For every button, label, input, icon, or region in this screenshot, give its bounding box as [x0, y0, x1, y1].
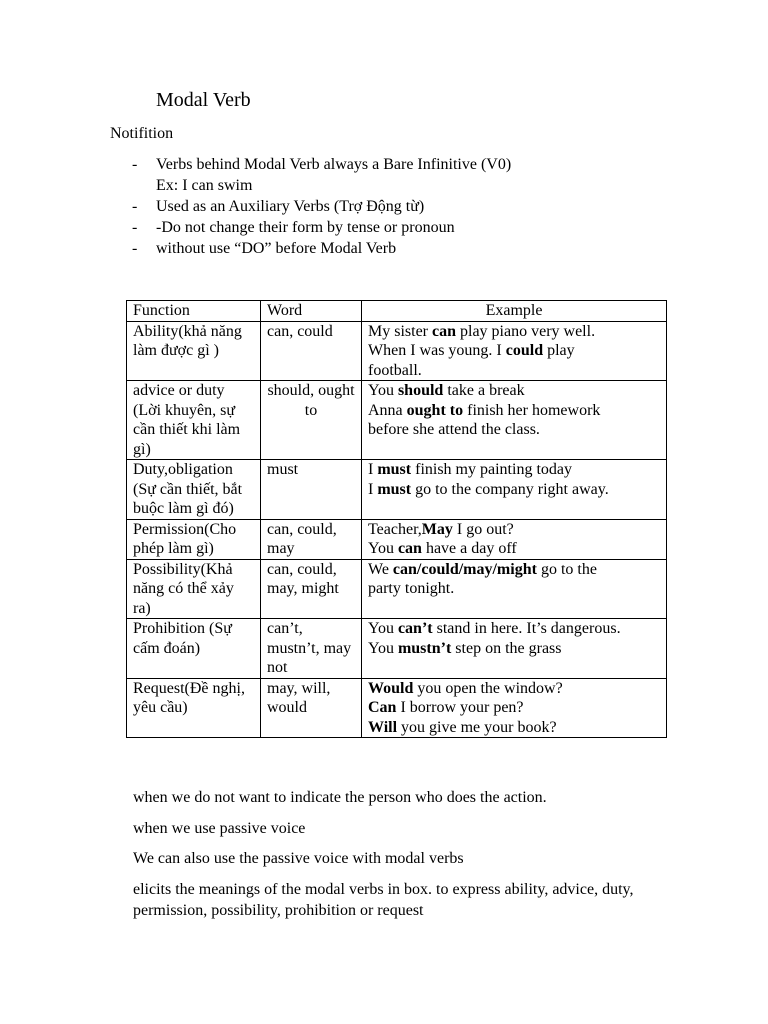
example-line — [368, 718, 660, 738]
modal-verb-highlight: can/could/may/might — [392, 560, 537, 578]
note-text: -Do not change their form by tense or pronoun — [156, 219, 455, 236]
modal-verb-highlight: mustn’t — [397, 639, 452, 657]
modal-verb-highlight: Would — [368, 679, 414, 697]
example-text: I borrow your pen? — [396, 699, 524, 716]
section-label: Notifition — [110, 125, 174, 142]
bullet-dash: - — [132, 219, 138, 236]
example-text: I go out? — [452, 520, 514, 538]
example-line — [368, 619, 660, 639]
header-example: Example — [362, 301, 667, 322]
example-text: Teacher, — [368, 520, 422, 538]
example-cell — [362, 460, 667, 520]
note-item — [130, 217, 511, 238]
example-text: you open the window? — [413, 679, 563, 697]
modal-verb-highlight: should — [397, 382, 444, 399]
table-row — [127, 460, 667, 520]
paragraph: when we do not want to indicate the person who does the action. — [133, 789, 547, 806]
table-row — [127, 519, 667, 559]
example-line — [368, 480, 660, 500]
example-text: When I was young. I — [368, 342, 506, 359]
table-row — [127, 619, 667, 679]
modal-verb-highlight: ought to — [406, 401, 464, 419]
word-cell: can’t, mustn’t, may not — [261, 619, 362, 679]
example-cell — [362, 619, 667, 679]
note-item — [130, 196, 511, 217]
modal-verb-highlight: Will — [368, 718, 398, 736]
function-cell: advice or duty (Lời khuyên, sự cần thiết khi làm gì) — [127, 381, 261, 460]
table-row — [127, 559, 667, 619]
paragraph: We can also use the passive voice with modal verbs — [133, 850, 464, 867]
note-example: Ex: I can swim — [156, 177, 253, 194]
table-row — [127, 678, 667, 738]
example-text: I — [368, 480, 378, 498]
word-cell: can, could — [261, 321, 362, 381]
example-text: before she attend the class. — [368, 421, 540, 438]
paragraph: elicits the meanings of the modal verbs in box. to express ability, advice, duty, permission, possibility, prohibition or request — [133, 881, 634, 919]
example-line — [368, 639, 660, 659]
function-cell: Request(Đề nghị, yêu cầu) — [127, 678, 261, 738]
modal-verb-highlight: can’t — [397, 620, 433, 637]
example-text: play — [543, 342, 575, 359]
example-text: have a day off — [421, 540, 517, 557]
example-line — [368, 361, 660, 381]
word-cell: should, ought to — [261, 381, 362, 460]
example-text: take a break — [443, 382, 525, 399]
example-text: stand in here. It’s dangerous. — [432, 620, 621, 637]
modal-verb-highlight: May — [421, 520, 453, 538]
example-line — [368, 579, 660, 599]
modal-verb-highlight: must — [377, 480, 412, 498]
note-text: Verbs behind Modal Verb always a Bare Infinitive (V0) — [156, 156, 512, 173]
bullet-dash: - — [132, 198, 138, 215]
modal-verb-table — [126, 300, 667, 738]
modal-verb-highlight: could — [505, 342, 544, 359]
note-item — [130, 154, 511, 196]
page-title: Modal Verb — [156, 89, 251, 111]
function-cell: Prohibition (Sự cấm đoán) — [127, 619, 261, 679]
example-text: You — [368, 540, 398, 557]
example-line — [368, 341, 660, 361]
example-cell — [362, 678, 667, 738]
example-text: play piano very well. — [456, 322, 596, 340]
header-word: Word — [261, 301, 362, 322]
example-text: Anna — [368, 401, 407, 419]
function-cell: Duty,obligation (Sự cần thiết, bắt buộc làm gì đó) — [127, 460, 261, 520]
notes-list — [130, 154, 511, 259]
bullet-dash: - — [132, 156, 138, 173]
example-line — [368, 520, 660, 540]
example-line — [368, 381, 660, 401]
example-text: you give me your book? — [397, 718, 557, 736]
note-text: without use “DO” before Modal Verb — [156, 240, 397, 257]
paragraph: when we use passive voice — [133, 820, 306, 837]
example-text: finish my painting today — [411, 461, 572, 478]
note-text: Used as an Auxiliary Verbs (Trợ Động từ) — [156, 198, 425, 215]
modal-verb-highlight: can — [432, 322, 456, 340]
table-row — [127, 381, 667, 460]
example-line — [368, 401, 660, 421]
example-line — [368, 539, 660, 559]
note-item — [130, 238, 511, 259]
example-line — [368, 322, 660, 342]
bullet-dash: - — [132, 240, 138, 257]
word-cell: can, could, may, might — [261, 559, 362, 619]
example-text: party tonight. — [368, 580, 455, 597]
modal-verb-highlight: must — [377, 461, 412, 478]
header-function: Function — [127, 301, 261, 322]
example-text: You — [368, 639, 398, 657]
example-cell — [362, 519, 667, 559]
example-line — [368, 679, 660, 699]
example-cell — [362, 321, 667, 381]
function-cell: Possibility(Khả năng có thể xảy ra) — [127, 559, 261, 619]
word-cell: can, could, may — [261, 519, 362, 559]
example-text: I — [368, 461, 378, 478]
example-line — [368, 560, 660, 580]
table-body — [127, 321, 667, 738]
example-text: football. — [368, 361, 422, 379]
table-row — [127, 321, 667, 381]
example-text: You — [368, 620, 398, 637]
function-cell: Ability(khả năng làm được gì ) — [127, 321, 261, 381]
example-cell — [362, 559, 667, 619]
modal-verb-highlight: Can — [368, 699, 397, 716]
word-cell: may, will, would — [261, 678, 362, 738]
example-text: My sister — [368, 322, 432, 340]
table-header-row — [127, 301, 667, 322]
function-cell: Permission(Cho phép làm gì) — [127, 519, 261, 559]
modal-verb-highlight: can — [397, 540, 422, 557]
example-text: finish her homework — [463, 401, 601, 419]
word-cell: must — [261, 460, 362, 520]
example-text: You — [368, 382, 398, 399]
example-text: go to the company right away. — [411, 480, 609, 498]
example-cell — [362, 381, 667, 460]
example-text: step on the grass — [451, 639, 562, 657]
example-line — [368, 698, 660, 718]
example-line — [368, 460, 660, 480]
example-line — [368, 420, 660, 440]
example-text: go to the — [536, 560, 597, 578]
example-text: We — [368, 560, 393, 578]
